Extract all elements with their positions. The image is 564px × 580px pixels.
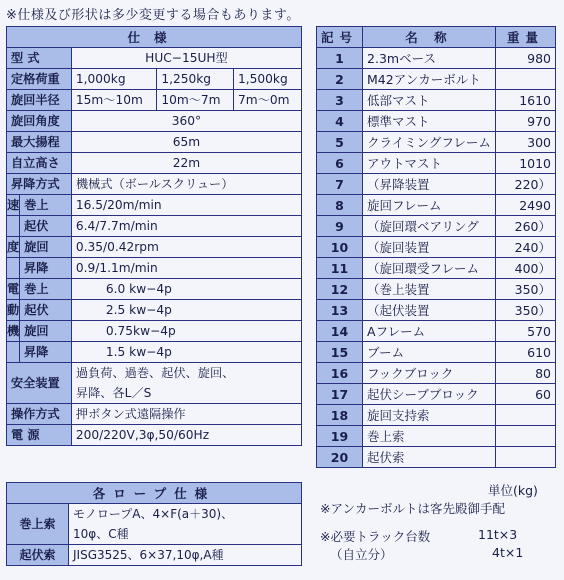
parts-row — [317, 426, 556, 447]
part-weight: 400） — [495, 258, 555, 279]
luff-rope-label: 起伏索 — [7, 545, 69, 566]
part-name: 旋回支持索 — [363, 405, 496, 426]
part-weight — [495, 426, 555, 447]
part-name: 起伏索 — [363, 447, 496, 468]
rated-load-label: 定格荷重 — [7, 69, 72, 90]
part-name: フックブロック — [363, 363, 496, 384]
part-number: 17 — [317, 384, 363, 405]
part-number: 19 — [317, 426, 363, 447]
parts-header-weight: 重量 — [495, 27, 555, 48]
part-number: 4 — [317, 111, 363, 132]
part-number: 12 — [317, 279, 363, 300]
motor-luff-value: 2.5 kw−4p — [71, 300, 301, 321]
part-number: 2 — [317, 69, 363, 90]
part-number: 14 — [317, 321, 363, 342]
part-number: 20 — [317, 447, 363, 468]
part-number: 7 — [317, 174, 363, 195]
operation-value: 押ボタン式遠隔操作 — [71, 404, 301, 425]
part-weight: 240） — [495, 237, 555, 258]
operation-label: 操作方式 — [7, 404, 72, 425]
part-name: 低部マスト — [363, 90, 496, 111]
rated-load-2: 1,250kg — [157, 69, 234, 90]
part-number: 8 — [317, 195, 363, 216]
part-weight — [495, 69, 555, 90]
lift-value: 65m — [71, 132, 301, 153]
part-name: 起伏シーブブロック — [363, 384, 496, 405]
part-weight: 2490 — [495, 195, 555, 216]
parts-row — [317, 405, 556, 426]
motor-hoist-value: 6.0 kw−4p — [71, 279, 301, 300]
truck-note-value: 11t×3 — [478, 527, 518, 542]
part-name: クライミングフレーム — [363, 132, 496, 153]
radius-1: 15m〜10m — [71, 90, 156, 111]
part-name: （旋回環受フレーム — [363, 258, 496, 279]
part-weight: 260） — [495, 216, 555, 237]
safety-value-2: 昇降、各L／S — [71, 383, 301, 404]
parts-row — [317, 447, 556, 468]
rated-load-1: 1,000kg — [71, 69, 156, 90]
part-number: 1 — [317, 48, 363, 69]
power-label: 電 源 — [7, 425, 72, 446]
part-weight: 300 — [495, 132, 555, 153]
part-weight: 60 — [495, 384, 555, 405]
part-weight: 980 — [495, 48, 555, 69]
rated-load-3: 1,500kg — [234, 69, 302, 90]
speed-luff-value: 6.4/7.7m/min — [71, 216, 301, 237]
part-name: 巻上索 — [363, 426, 496, 447]
part-weight: 1610 — [495, 90, 555, 111]
part-number: 3 — [317, 90, 363, 111]
part-number: 9 — [317, 216, 363, 237]
safety-value-1: 過負荷、過巻、起伏、旋回、 — [71, 363, 301, 384]
hoist-rope-value-2: 10φ、C種 — [69, 524, 302, 545]
parts-row — [317, 237, 556, 258]
part-number: 11 — [317, 258, 363, 279]
method-label: 昇降方式 — [7, 174, 72, 195]
parts-row — [317, 363, 556, 384]
anchor-note: ※アンカーボルトは客先殿御手配 — [320, 501, 505, 516]
part-name: （旋回環ベアリング — [363, 216, 496, 237]
angle-label: 旋回角度 — [7, 111, 72, 132]
speed-hoist-label: 巻上 — [20, 195, 71, 215]
speed-luff-label: 起伏 — [20, 216, 71, 236]
speed-group-char-1: 速 — [7, 195, 20, 215]
speed-climb-label: 昇降 — [20, 258, 71, 278]
spec-table — [6, 26, 302, 446]
power-value: 200/220V,3φ,50/60Hz — [71, 425, 301, 446]
part-number: 15 — [317, 342, 363, 363]
parts-row — [317, 384, 556, 405]
part-weight: 350） — [495, 300, 555, 321]
spec-header: 仕様 — [7, 27, 302, 48]
parts-row — [317, 321, 556, 342]
part-weight: 350） — [495, 279, 555, 300]
parts-row — [317, 90, 556, 111]
speed-slew-label: 旋回 — [20, 237, 71, 257]
part-name: （旋回装置 — [363, 237, 496, 258]
part-weight — [495, 405, 555, 426]
radius-label: 旋回半径 — [7, 90, 72, 111]
part-number: 6 — [317, 153, 363, 174]
motor-climb-value: 1.5 kw−4p — [71, 342, 301, 363]
radius-2: 10m〜7m — [157, 90, 234, 111]
speed-climb-value: 0.9/1.1m/min — [71, 258, 301, 279]
part-number: 16 — [317, 363, 363, 384]
part-name: ブーム — [363, 342, 496, 363]
rope-table — [6, 482, 302, 566]
parts-row — [317, 132, 556, 153]
parts-row — [317, 300, 556, 321]
motor-luff-label: 起伏 — [20, 300, 71, 320]
parts-row — [317, 216, 556, 237]
part-weight: 80 — [495, 363, 555, 384]
part-weight: 1010 — [495, 153, 555, 174]
part-name: （起伏装置 — [363, 300, 496, 321]
unit-note: 単位(kg) — [488, 483, 538, 498]
part-name: アウトマスト — [363, 153, 496, 174]
height-label: 自立高さ — [7, 153, 72, 174]
freestanding-note-value: 4t×1 — [492, 545, 524, 560]
motor-group-char-1: 電 — [7, 279, 20, 299]
luff-rope-value: JISG3525、6×37,10φ,A種 — [69, 545, 302, 566]
part-name: （昇降装置 — [363, 174, 496, 195]
hoist-rope-value-1: モノロープA、4×F(a＋30)、 — [69, 504, 302, 525]
parts-row — [317, 195, 556, 216]
part-weight: 970 — [495, 111, 555, 132]
parts-row — [317, 342, 556, 363]
truck-note: ※必要トラック台数 — [320, 529, 431, 544]
part-name: 標準マスト — [363, 111, 496, 132]
part-number: 10 — [317, 237, 363, 258]
part-weight: 610 — [495, 342, 555, 363]
part-name: M42アンカーボルト — [363, 69, 496, 90]
parts-row — [317, 69, 556, 90]
height-value: 22m — [71, 153, 301, 174]
part-weight: 570 — [495, 321, 555, 342]
motor-slew-value: 0.75kw−4p — [71, 321, 301, 342]
freestanding-note: （自立分） — [330, 547, 393, 562]
speed-label-cell — [7, 195, 72, 216]
part-name: （巻上装置 — [363, 279, 496, 300]
motor-group-char-2: 動 — [7, 300, 20, 320]
parts-header-no: 記号 — [317, 27, 363, 48]
angle-value: 360° — [71, 111, 301, 132]
radius-3: 7m〜0m — [234, 90, 302, 111]
parts-row — [317, 111, 556, 132]
speed-slew-value: 0.35/0.42rpm — [71, 237, 301, 258]
speed-group-char-2: 度 — [7, 237, 20, 257]
motor-hoist-label: 巻上 — [20, 279, 71, 299]
parts-row — [317, 174, 556, 195]
part-name: 2.3mベース — [363, 48, 496, 69]
part-number: 5 — [317, 132, 363, 153]
speed-hoist-value: 16.5/20m/min — [71, 195, 301, 216]
page-note: ※仕様及び形状は多少変更する場合もあります。 — [6, 8, 300, 23]
method-value: 機械式（ボールスクリュー） — [71, 174, 301, 195]
parts-row — [317, 258, 556, 279]
part-weight: 220） — [495, 174, 555, 195]
parts-row — [317, 279, 556, 300]
model-value: HUC−15UH型 — [71, 48, 301, 69]
part-number: 13 — [317, 300, 363, 321]
lift-label: 最大揚程 — [7, 132, 72, 153]
part-number: 18 — [317, 405, 363, 426]
part-weight — [495, 447, 555, 468]
part-name: 旋回フレーム — [363, 195, 496, 216]
motor-group-char-3: 機 — [7, 321, 20, 341]
safety-label: 安全装置 — [7, 363, 72, 404]
parts-row — [317, 48, 556, 69]
hoist-rope-label: 巻上索 — [7, 504, 69, 545]
motor-climb-label: 昇降 — [20, 342, 71, 362]
parts-table — [316, 26, 556, 468]
model-label: 型 式 — [7, 48, 72, 69]
parts-header-name: 名 称 — [363, 27, 496, 48]
part-name: Aフレーム — [363, 321, 496, 342]
motor-slew-label: 旋回 — [20, 321, 71, 341]
parts-row — [317, 153, 556, 174]
rope-header: 各ロープ仕様 — [7, 483, 302, 504]
